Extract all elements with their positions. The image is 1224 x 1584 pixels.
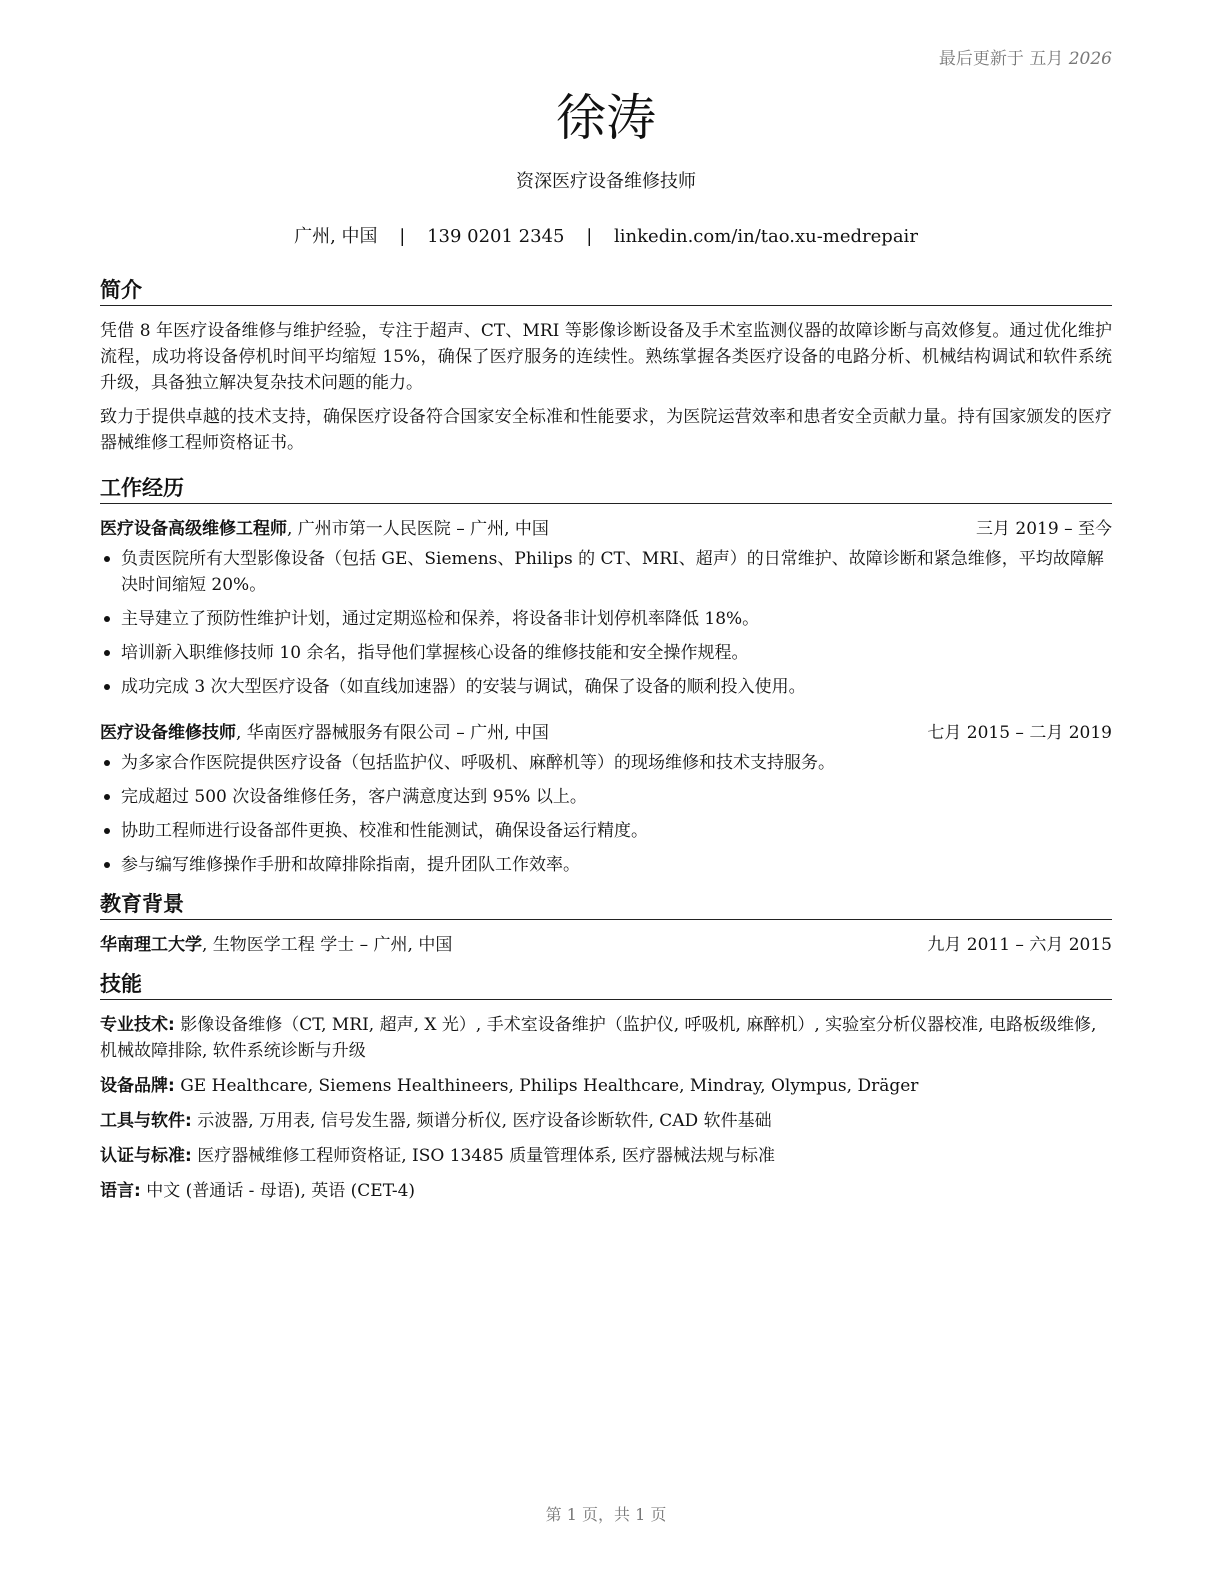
job-org: , 华南医疗器械服务有限公司 – 广州, 中国 — [236, 723, 549, 743]
job-dates: 三月 2019 – 至今 — [976, 519, 1112, 539]
section-title-skills: 技能 — [100, 970, 1112, 1000]
contact-separator: | — [399, 226, 406, 247]
job-bullet: 负责医院所有大型影像设备（包括 GE、Siemens、Philips 的 CT、MRI、超声）的日常维护、故障诊断和紧急维修，平均故障解决时间缩短 20%。 — [100, 546, 1112, 598]
section-title-summary: 简介 — [100, 276, 1112, 306]
job-role: 医疗设备维修技师 — [100, 723, 236, 743]
job-bullet: 完成超过 500 次设备维修任务，客户满意度达到 95% 以上。 — [100, 784, 1112, 810]
skill-label: 认证与标准: — [100, 1146, 192, 1166]
skill-row — [100, 1012, 1112, 1064]
job-bullet: 培训新入职维修技师 10 余名，指导他们掌握核心设备的维修技能和安全操作规程。 — [100, 640, 1112, 666]
skill-value: 影像设备维修（CT, MRI, 超声, X 光）, 手术室设备维护（监护仪, 呼吸机, 麻醉机）, 实验室分析仪器校准, 电路板级维修, 机械故障排除, 软件系统诊断与升级 — [100, 1015, 1097, 1061]
job-dates: 七月 2015 – 二月 2019 — [927, 723, 1112, 743]
skill-value: 医疗器械维修工程师资格证, ISO 13485 质量管理体系, 医疗器械法规与标准 — [197, 1146, 776, 1166]
job-role: 医疗设备高级维修工程师 — [100, 519, 287, 539]
summary-section — [100, 276, 1112, 456]
job-entry — [100, 720, 1112, 878]
contact-linkedin-link[interactable]: linkedin.com/in/tao.xu-medrepair — [614, 226, 918, 247]
skill-value: 示波器, 万用表, 信号发生器, 频谱分析仪, 医疗设备诊断软件, CAD 软件基础 — [197, 1111, 772, 1131]
skill-label: 专业技术: — [100, 1015, 175, 1035]
education-section — [100, 890, 1112, 958]
candidate-name: 徐涛 — [556, 89, 656, 147]
job-entry — [100, 516, 1112, 700]
job-org: , 广州市第一人民医院 – 广州, 中国 — [287, 519, 549, 539]
job-bullet: 主导建立了预防性维护计划，通过定期巡检和保养，将设备非计划停机率降低 18%。 — [100, 606, 1112, 632]
contact-location: 广州, 中国 — [294, 226, 378, 247]
job-header — [100, 720, 1112, 746]
job-bullet: 协助工程师进行设备部件更换、校准和性能测试，确保设备运行精度。 — [100, 818, 1112, 844]
education-school: 华南理工大学 — [100, 935, 202, 955]
summary-paragraph: 凭借 8 年医疗设备维修与维护经验，专注于超声、CT、MRI 等影像诊断设备及手术室监测仪器的故障诊断与高效修复。通过优化维护流程，成功将设备停机时间平均缩短 15%，确保了医疗服务的连续性。熟练掌握各类医疗设备的电路分析、机械结构调试和软件系统升级，具备独立解决复杂技术问题的能力。 — [100, 321, 1112, 393]
job-bullet: 成功完成 3 次大型医疗设备（如直线加速器）的安装与调试，确保了设备的顺利投入使用。 — [100, 674, 1112, 700]
skill-row — [100, 1178, 1112, 1204]
last-updated — [939, 44, 1112, 69]
page-number: 第 1 页，共 1 页 — [545, 1505, 667, 1524]
experience-section — [100, 474, 1112, 878]
resume-content — [100, 276, 1112, 1213]
skill-label: 语言: — [100, 1181, 141, 1201]
education-entry — [100, 932, 1112, 958]
skills-section — [100, 970, 1112, 1204]
skill-label: 工具与软件: — [100, 1111, 192, 1131]
skill-row — [100, 1073, 1112, 1099]
last-updated-year: 2026 — [1068, 49, 1112, 69]
job-bullet: 为多家合作医院提供医疗设备（包括监护仪、呼吸机、麻醉机等）的现场维修和技术支持服务。 — [100, 750, 1112, 776]
section-title-education: 教育背景 — [100, 890, 1112, 920]
contact-separator: | — [586, 226, 593, 247]
contact-phone[interactable]: 139 0201 2345 — [427, 226, 565, 247]
skill-value: GE Healthcare, Siemens Healthineers, Philips Healthcare, Mindray, Olympus, Dräger — [180, 1076, 919, 1096]
skill-value: 中文 (普通话 - 母语), 英语 (CET-4) — [146, 1181, 416, 1201]
skill-label: 设备品牌: — [100, 1076, 175, 1096]
job-header — [100, 516, 1112, 542]
job-bullets — [100, 546, 1112, 700]
job-bullet: 参与编写维修操作手册和故障排除指南，提升团队工作效率。 — [100, 852, 1112, 878]
candidate-headline: 资深医疗设备维修技师 — [516, 171, 696, 192]
skill-row — [100, 1108, 1112, 1134]
contact-line — [100, 224, 1112, 250]
skill-row — [100, 1143, 1112, 1169]
last-updated-label: 最后更新于 五月 — [938, 49, 1064, 69]
education-detail: , 生物医学工程 学士 – 广州, 中国 — [202, 935, 453, 955]
education-dates: 九月 2011 – 六月 2015 — [927, 935, 1112, 955]
section-title-experience: 工作经历 — [100, 474, 1112, 504]
summary-paragraph: 致力于提供卓越的技术支持，确保医疗设备符合国家安全标准和性能要求，为医院运营效率和患者安全贡献力量。持有国家颁发的医疗器械维修工程师资格证书。 — [100, 407, 1112, 453]
job-bullets — [100, 750, 1112, 878]
